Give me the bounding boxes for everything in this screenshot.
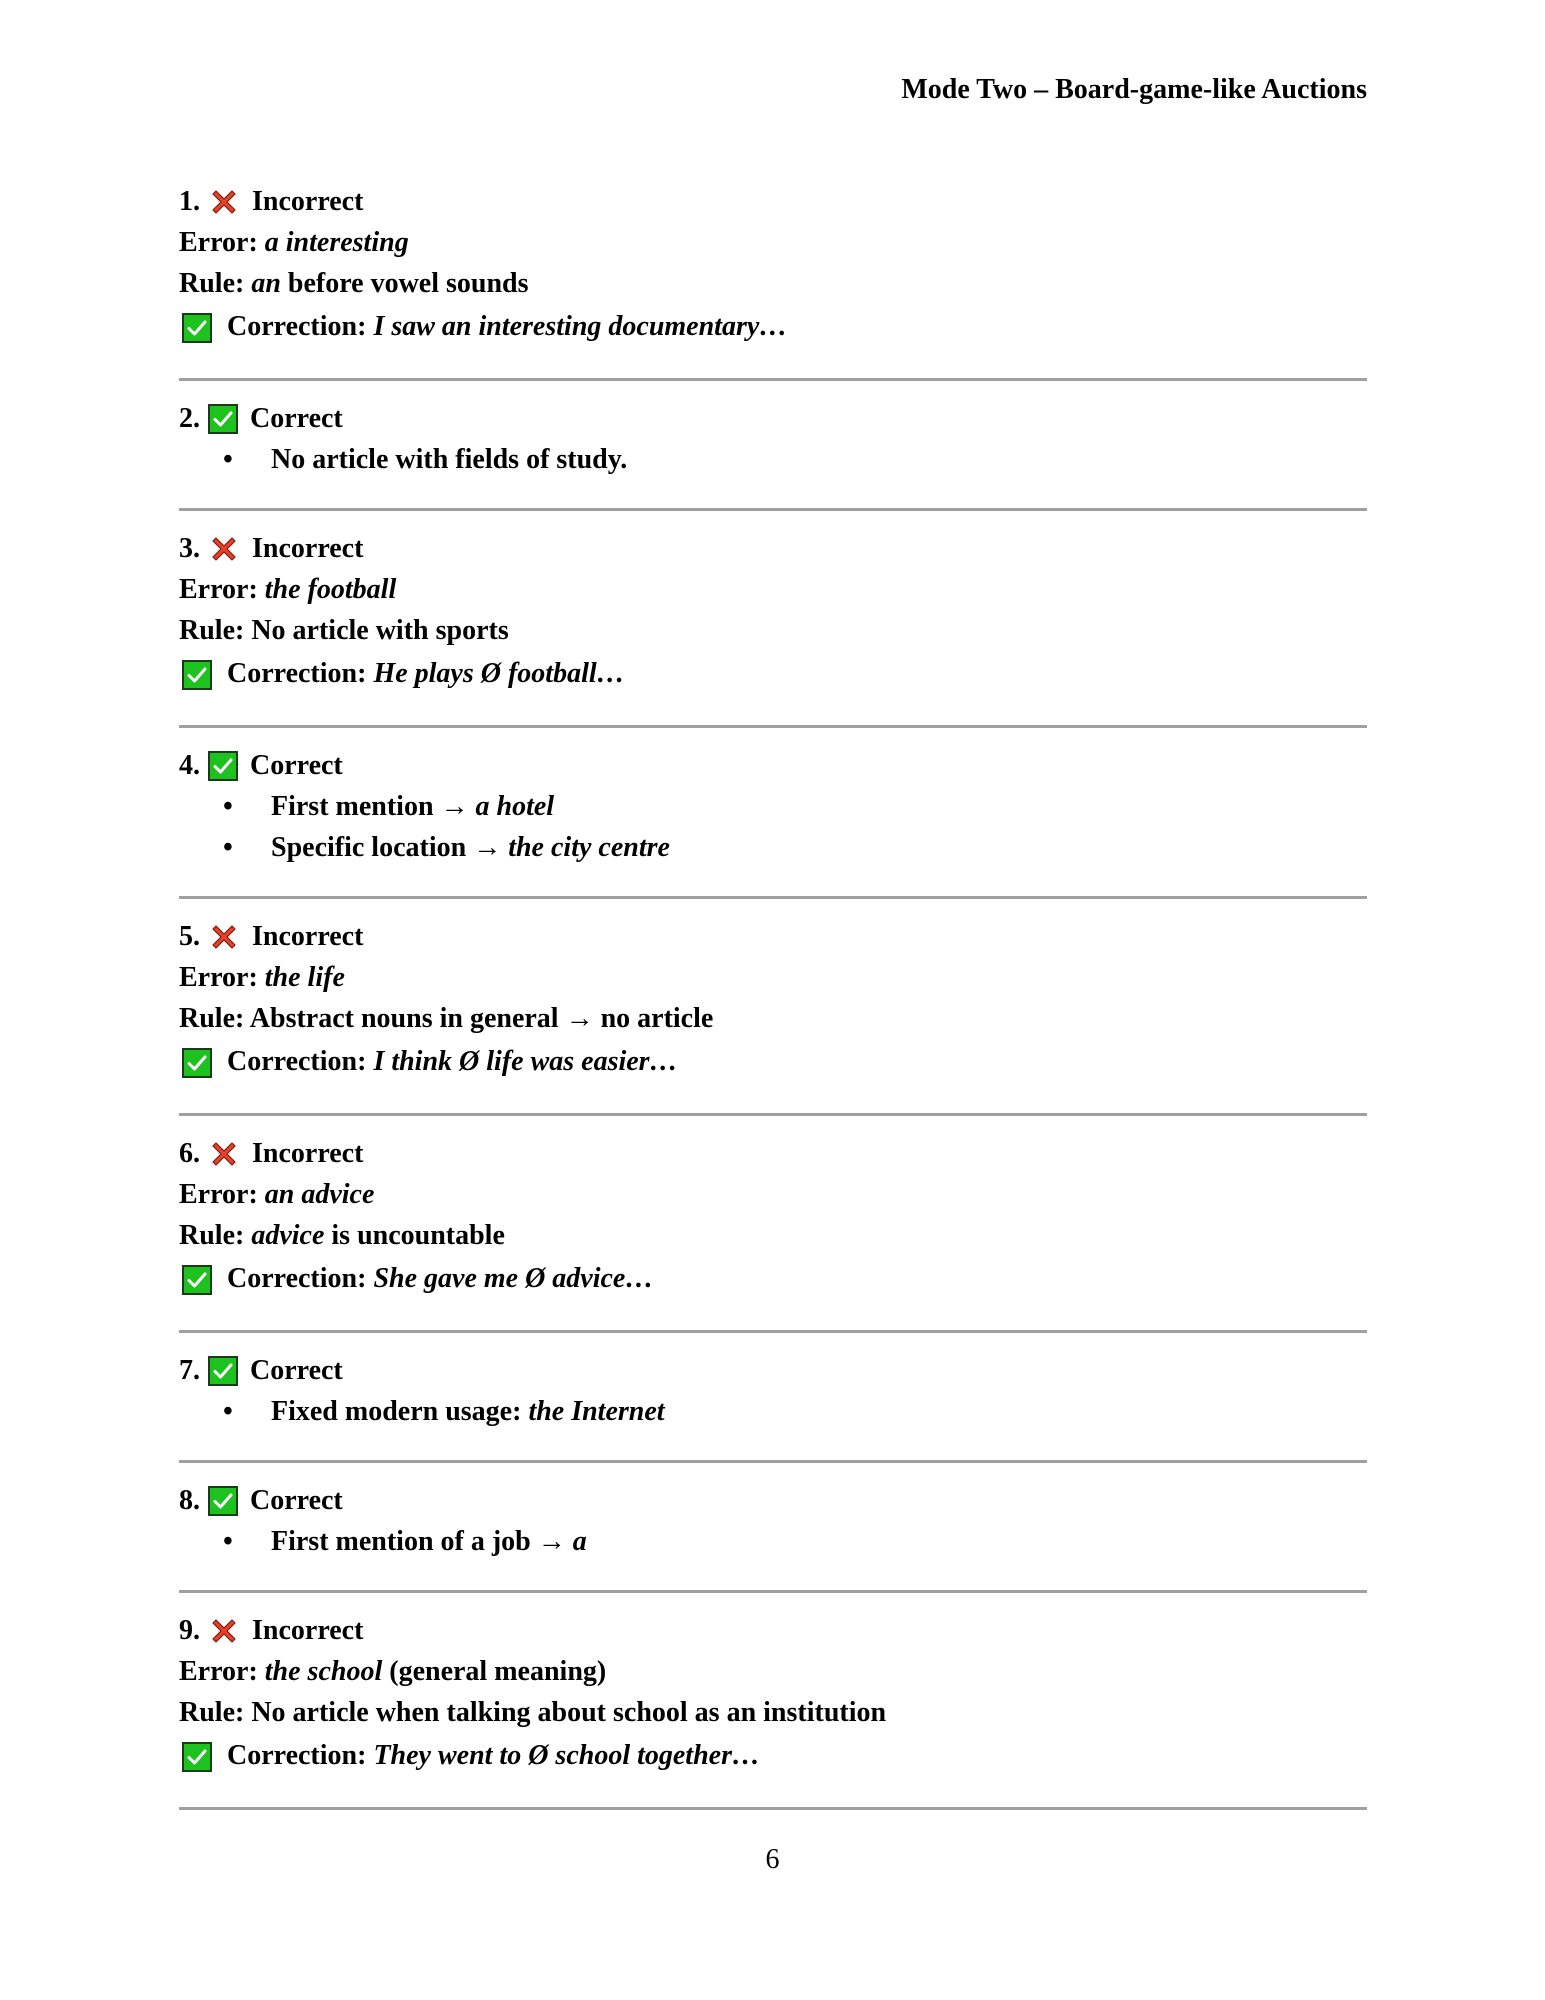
check-box-icon (208, 1486, 238, 1516)
item-number: 2. (179, 403, 200, 434)
cross-mark-icon (208, 921, 240, 953)
plain-line (179, 263, 1367, 304)
text: First mention → (271, 791, 476, 822)
italic-text: I saw an interesting documentary… (373, 311, 788, 342)
separator-line (179, 1807, 1367, 1810)
text: Specific location → (271, 832, 509, 863)
correction-line (179, 1039, 1367, 1085)
running-header: Mode Two – Board-game-like Auctions (901, 74, 1367, 105)
plain-line (179, 222, 1367, 263)
item-title-line (179, 1350, 1367, 1391)
text: Error: (179, 962, 265, 993)
bullet-icon: • (223, 1526, 233, 1557)
text: Rule: No article with sports (179, 615, 509, 646)
item-number: 8. (179, 1485, 200, 1516)
text: (general meaning) (382, 1656, 607, 1687)
cross-mark-icon (208, 533, 240, 565)
item-title-line (179, 398, 1367, 439)
bullet-line (179, 439, 1367, 480)
bullet-icon: • (223, 444, 233, 475)
plain-line (179, 569, 1367, 610)
bullet-icon: • (223, 832, 233, 863)
check-box-icon (182, 1047, 212, 1077)
text: Correction: (227, 1263, 374, 1294)
text: Correction: (227, 1046, 374, 1077)
check-box-icon (182, 1264, 212, 1294)
item-status: Incorrect (252, 186, 364, 217)
italic-text: advice (251, 1220, 325, 1251)
check-box-icon (182, 659, 212, 689)
check-box-icon (208, 1356, 238, 1386)
plain-line (179, 957, 1367, 998)
cross-mark-icon (208, 186, 240, 218)
text: Error: (179, 1656, 265, 1687)
item-status: Incorrect (252, 533, 364, 564)
answer-item (179, 1593, 1367, 1810)
item-status: Incorrect (252, 921, 364, 952)
item-status: Correct (250, 1355, 343, 1386)
italic-text: He plays Ø football… (373, 658, 625, 689)
italic-text: the football (264, 574, 397, 605)
italic-text: the school (264, 1656, 383, 1687)
italic-text: the life (264, 962, 345, 993)
cross-mark-icon (208, 1615, 240, 1647)
item-status: Incorrect (252, 1138, 364, 1169)
item-number: 5. (179, 921, 200, 952)
answer-item (179, 381, 1367, 511)
italic-text: the city centre (508, 832, 670, 863)
check-box-icon (182, 1741, 212, 1771)
text: Error: (179, 574, 265, 605)
correction-line (179, 304, 1367, 350)
answer-item (179, 164, 1367, 381)
item-title-line (179, 181, 1367, 222)
plain-line (179, 1174, 1367, 1215)
cross-mark-icon (208, 1138, 240, 1170)
item-number: 1. (179, 186, 200, 217)
text: Rule: (179, 268, 252, 299)
answer-list (179, 164, 1367, 1810)
plain-line (179, 1215, 1367, 1256)
text: before vowel sounds (280, 268, 529, 299)
plain-line (179, 1651, 1367, 1692)
item-number: 9. (179, 1615, 200, 1646)
check-box-icon (208, 751, 238, 781)
item-number: 7. (179, 1355, 200, 1386)
text: Correction: (227, 311, 374, 342)
item-number: 6. (179, 1138, 200, 1169)
correction-line (179, 651, 1367, 697)
item-status: Correct (250, 750, 343, 781)
italic-text: a hotel (475, 791, 555, 822)
italic-text: an advice (264, 1179, 375, 1210)
answer-item (179, 511, 1367, 728)
text: Error: (179, 227, 265, 258)
page-number: 6 (765, 1844, 780, 1875)
item-number: 3. (179, 533, 200, 564)
answer-item (179, 728, 1367, 899)
text: is uncountable (324, 1220, 505, 1251)
text: First mention of a job → (271, 1526, 573, 1557)
text: Fixed modern usage: (271, 1396, 529, 1427)
item-title-line (179, 528, 1367, 569)
italic-text: a (572, 1526, 587, 1557)
plain-line (179, 1692, 1367, 1733)
text: Correction: (227, 658, 374, 689)
item-title-line (179, 1610, 1367, 1651)
item-status: Correct (250, 1485, 343, 1516)
answer-item (179, 899, 1367, 1116)
text: Rule: Abstract nouns in general → no article (179, 1003, 714, 1034)
correction-line (179, 1256, 1367, 1302)
bullet-line (179, 1391, 1367, 1432)
italic-text: They went to Ø school together… (373, 1740, 760, 1771)
italic-text: the Internet (528, 1396, 665, 1427)
bullet-line (179, 827, 1367, 868)
item-title-line (179, 1133, 1367, 1174)
check-box-icon (182, 312, 212, 342)
plain-line (179, 998, 1367, 1039)
text: No article with fields of study. (271, 444, 628, 475)
bullet-line (179, 1521, 1367, 1562)
text: Rule: No article when talking about school as an institution (179, 1697, 887, 1728)
check-box-icon (208, 404, 238, 434)
correction-line (179, 1733, 1367, 1779)
answer-item (179, 1333, 1367, 1463)
plain-line (179, 610, 1367, 651)
answer-item (179, 1463, 1367, 1593)
item-title-line (179, 1480, 1367, 1521)
italic-text: She gave me Ø advice… (373, 1263, 654, 1294)
italic-text: a interesting (264, 227, 409, 258)
bullet-icon: • (223, 1396, 233, 1427)
italic-text: I think Ø life was easier… (373, 1046, 678, 1077)
text: Correction: (227, 1740, 374, 1771)
item-number: 4. (179, 750, 200, 781)
italic-text: an (251, 268, 281, 299)
answer-item (179, 1116, 1367, 1333)
item-title-line (179, 916, 1367, 957)
text: Error: (179, 1179, 265, 1210)
bullet-line (179, 786, 1367, 827)
item-title-line (179, 745, 1367, 786)
item-status: Correct (250, 403, 343, 434)
item-status: Incorrect (252, 1615, 364, 1646)
text: Rule: (179, 1220, 252, 1251)
bullet-icon: • (223, 791, 233, 822)
